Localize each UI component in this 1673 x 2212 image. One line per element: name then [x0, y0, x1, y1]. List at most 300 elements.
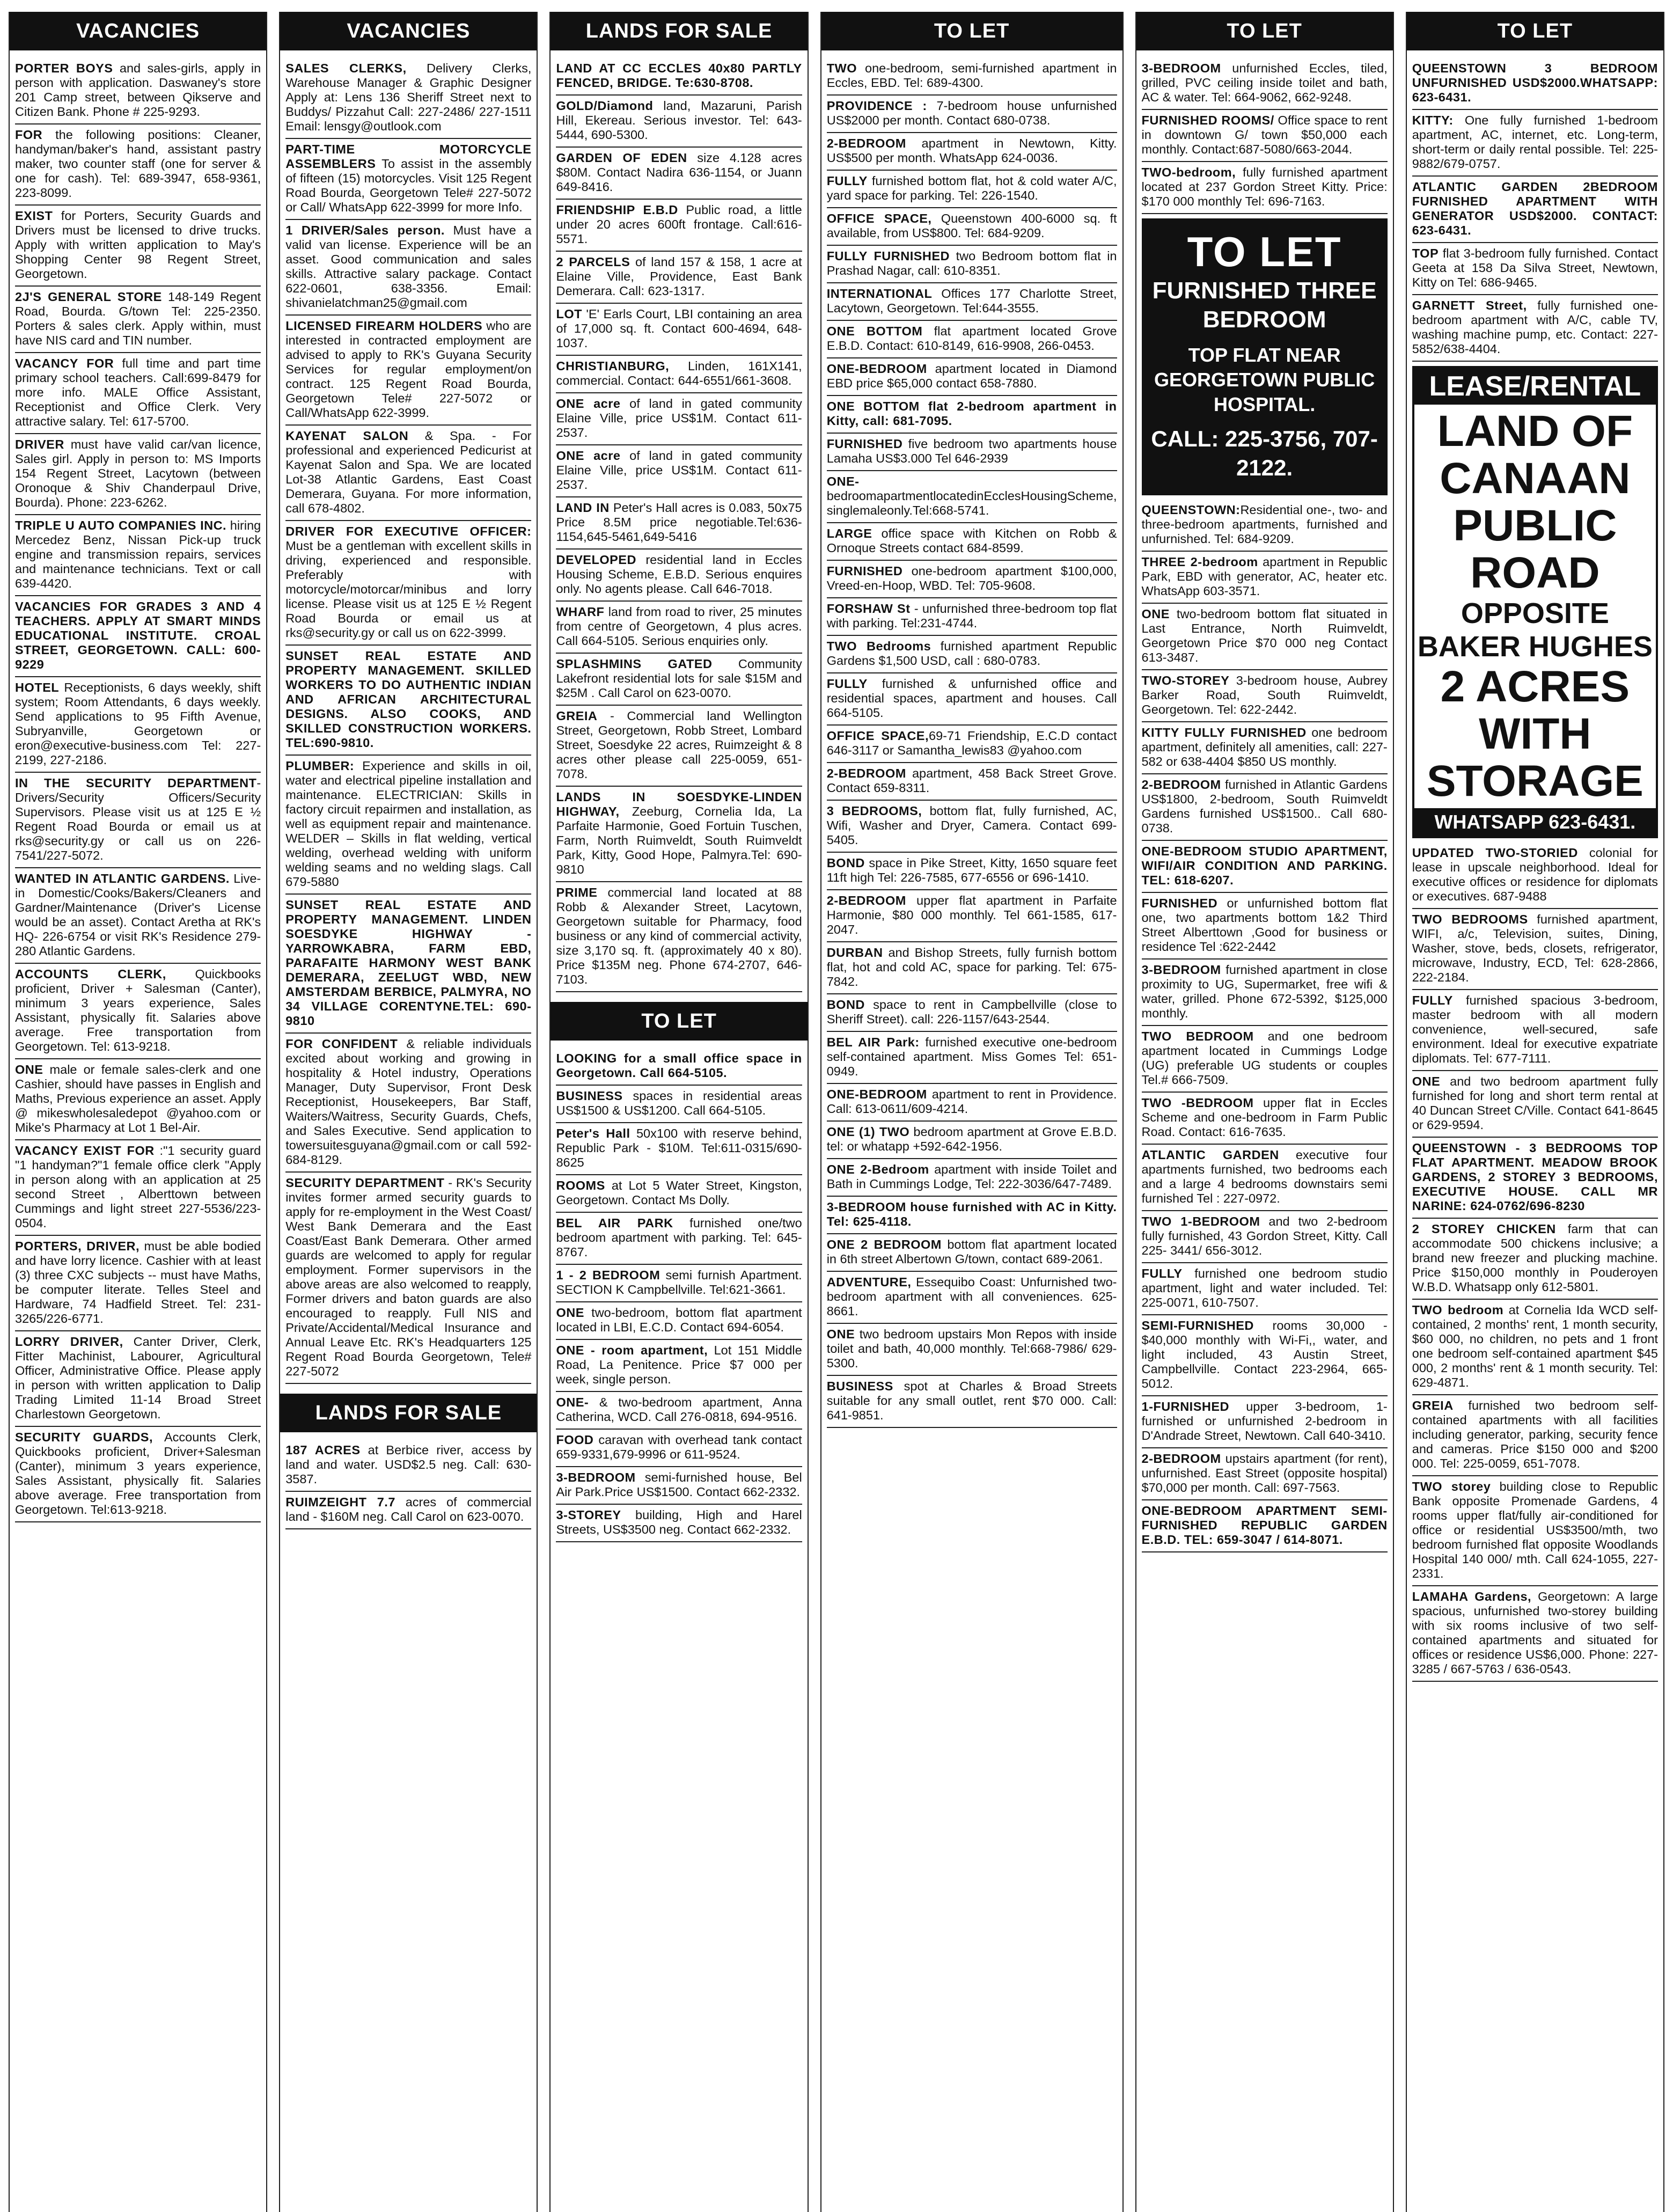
ad-body: furnished & unfurnished office and residential spaces, apartment and houses. Call 664-5105. — [826, 677, 1117, 720]
section-header: TO LET — [1407, 12, 1663, 50]
ad-lead: 2-BEDROOM — [1141, 778, 1221, 792]
ad-body: Receptionists, 6 days weekly, shift system; Room Attendants, 6 days weekly. Send applications to 95 Fifth Avenue, Subryanville, Georgetown or eron@executive-business.com Tel: 227-2199, 227-2186. — [15, 680, 261, 767]
classified-ad — [1142, 110, 1388, 162]
ad-lead: ONE 2 BEDROOM — [826, 1237, 942, 1251]
ad-lead: ONE- — [556, 1395, 589, 1409]
ad-lead: LAMAHA Gardens, — [1412, 1590, 1532, 1603]
ad-body: and sales-girls, apply in person with application. Daswaney's store 201 Camp street, between Qikserve and Citizen Bank. Phone # 225-9293. — [15, 61, 261, 119]
ad-body: 148-149 Regent Road, Bourda. G/town Tel: 225-2350. Porters & sales clerk. Apply within, must have NIS card and TIN number. — [15, 290, 261, 347]
ad-body: at Lot 5 Water Street, Kingston, Georgetown. Contact Ms Dolly. — [556, 1178, 802, 1207]
ad-body: semi furnish Apartment. SECTION K Campbellville. Tel:621-3661. — [556, 1268, 802, 1297]
classified-ad — [827, 523, 1117, 561]
ad-body: space in Pike Street, Kitty, 1650 square feet 11ft high Tel: 226-7585, 677-6556 or 696-1410. — [826, 856, 1117, 884]
classified-ad — [556, 1392, 802, 1430]
ad-lead: QUEENSTOWN - 3 BEDROOMS TOP FLAT APARTMENT. MEADOW BROOK GARDENS, 2 STOREY 3 BEDROOMS, EXECUTIVE HOUSE. CALL MR NARINE: 624-0762/696-8230 — [1412, 1141, 1658, 1213]
ad-lead: 3-BEDROOM — [556, 1470, 636, 1484]
classified-ad — [556, 1086, 802, 1123]
classified-ad — [285, 756, 531, 895]
ad-body: spaces in residential areas US$1500 & US$1200. Call 664-5105. — [556, 1089, 802, 1117]
column-vacancies-2 — [279, 12, 538, 2212]
classified-ad — [827, 853, 1117, 890]
ad-body: two Bedroom bottom flat in Prashad Nagar, call: 610-8351. — [826, 249, 1117, 277]
classified-ad — [556, 356, 802, 393]
classified-ad — [1142, 1315, 1388, 1396]
ad-body: and two bedroom apartment fully furnished for long and short term rental at 40 Duncan Street C/Ville. Contact 641-8645 or 629-9594. — [1412, 1074, 1658, 1132]
classified-ad — [827, 171, 1117, 208]
classified-ad — [556, 550, 802, 602]
ad-lead: PART-TIME MOTORCYCLE ASSEMBLERS — [285, 142, 532, 171]
ad-lead: 1 - 2 BEDROOM — [556, 1268, 661, 1282]
ad-list — [15, 58, 261, 1522]
ad-list — [1142, 58, 1388, 214]
classified-ad — [285, 58, 531, 139]
ad-lead: ROOMS — [556, 1178, 605, 1192]
classified-ad — [827, 598, 1117, 636]
ad-body: land from road to river, 25 minutes from centre of Georgetown, 4 plus acres. Call 664-5105. Serious enquiries only. — [556, 605, 802, 648]
ad-lead: ONE BOTTOM flat 2-bedroom apartment in Kitty, call: 681-7095. — [826, 399, 1117, 428]
ad-lead: 3-STOREY — [556, 1508, 621, 1522]
ad-lead: ONE BOTTOM — [826, 324, 923, 338]
ad-lead: ONE — [826, 1327, 855, 1341]
ad-lead: FURNISHED — [1141, 896, 1218, 910]
classified-ad — [556, 252, 802, 304]
classified-ad — [1142, 893, 1388, 959]
classified-ad — [827, 434, 1117, 471]
ad-body: & reliable individuals excited about working and growing in hospitality & Hotel industry, Operations Manager, Duty Supervisor, Front Desk Receptionist, Housekeepers, Bar Staff, Waiters/Waitress, Security Guards, Chefs, and Sales Executive. Send application to towersuitesguyana@gmail.com or call 592-684-8129. — [285, 1037, 532, 1167]
classified-ad — [827, 1272, 1117, 1324]
ad-lead: VACANCIES FOR GRADES 3 AND 4 TEACHERS. APPLY AT SMART MINDS EDUCATIONAL INSTITUTE. CROAL STREET, GEORGETOWN. CALL: 600-9229 — [15, 599, 261, 671]
ad-body: farm that can accommodate 500 chickens inclusive; a brand new freezer and plucking machine. Price $150,000 monthly in Pouderoyen W.B.D. Whatsapp only 612-5801. — [1412, 1222, 1658, 1294]
classified-ad — [1412, 1219, 1658, 1300]
ad-body: caravan with overhead tank contact 659-9331,679-9996 or 611-9524. — [556, 1433, 802, 1461]
ad-body: five bedroom two apartments house Lamaha US$3.000 Tel 646-2939 — [826, 437, 1117, 465]
ad-lead: ONE acre — [556, 397, 621, 411]
ad-body: must be able bodied and have lorry licence. Cashier with at least (3) three CXC subjects -- must have Maths, be computer literate. Telles Steel and Hardware, 74 Hadfield Street. Tel: 231-3265/226-6771. — [15, 1239, 261, 1325]
classified-ad — [556, 304, 802, 356]
ad-body: one-bedroom, semi-furnished apartment in Eccles, EBD. Tel: 689-4300. — [826, 61, 1117, 90]
ad-lead: ONE — [556, 1306, 584, 1320]
classified-ad — [15, 124, 261, 206]
lease-size: 2 ACRES WITH STORAGE — [1426, 662, 1643, 805]
ad-body: Accounts Clerk, Quickbooks proficient, Driver+Salesman (Canter), minimum 3 years experience, Sales Assistant, physically fit. Salaries above average. Free transportation from Georgetown. Tel:613-9218. — [15, 1430, 261, 1517]
classified-ad — [827, 396, 1117, 434]
ad-lead: BOND — [826, 856, 865, 870]
ad-lead: ADVENTURE, — [826, 1275, 912, 1289]
ad-lead: FOOD — [556, 1433, 594, 1447]
classified-ad — [827, 1122, 1117, 1159]
ad-body: Experience and skills in oil, water and electrical pipeline installation and maintenance. ELECTRICIAN: Skills in factory circuit repairmen and installation, as well as equipment repair and maintenance. WELDER – Skills in flat welding, vertical welding, overhead welding with uniform welding seams and no welding slags. Call 679-5880 — [285, 759, 532, 889]
ad-lead: SPLASHMINS GATED — [556, 657, 713, 671]
ad-body: for Porters, Security Guards and Drivers must be licensed to drive trucks. Apply with written application to May's Shopping Center 98 Regent Street, Georgetown. — [15, 209, 261, 281]
ad-body: size 4.128 acres $80M. Contact Nadira 636-1154, or Juann 649-8416. — [556, 151, 802, 194]
ad-body: Georgetown: A large spacious, unfurnished two-storey building with six rooms inclusive of two self-contained apartments and situated for offices or residence US$6,000. Phone: 227-3285 / 667-5763 / 636-0543. — [1412, 1590, 1658, 1676]
classified-ad — [827, 673, 1117, 726]
classified-ad — [285, 895, 531, 1034]
ad-lead: TWO 1-BEDROOM — [1141, 1214, 1260, 1228]
ad-list — [285, 58, 531, 1384]
ad-body: building, High and Harel Streets, US$3500 neg. Contact 662-2332. — [556, 1508, 802, 1536]
ad-lead: DURBAN — [826, 946, 883, 959]
ad-body: Public road, a little under 20 acres 600ft frontage. Call:616-5571. — [556, 203, 802, 246]
ad-lead: ONE-BEDROOM — [826, 362, 927, 376]
classified-ad — [1142, 552, 1388, 604]
ad-lead: QUEENSTOWN: — [1141, 503, 1241, 517]
ad-lead: GREIA — [556, 709, 598, 723]
classified-ad — [827, 208, 1117, 246]
classified-ad — [556, 1467, 802, 1505]
ad-body: unfurnished Eccles, tiled, grilled, PVC ceiling inside toilet and bath, AC & water. Tel: 664-9062, 662-9248. — [1141, 61, 1388, 104]
ad-body: 'E' Earls Court, LBI containing an area of 17,000 sq. ft. Contact 600-4694, 648-1037. — [556, 307, 802, 350]
ad-lead: ONE- — [826, 474, 860, 488]
ad-body: space to rent in Campbellville (close to Sheriff Street). call: 226-1157/643-2544. — [826, 998, 1117, 1026]
classified-ad — [556, 1048, 802, 1086]
ad-lead: FULLY — [1141, 1266, 1183, 1280]
classified-ad — [15, 206, 261, 287]
classified-ad — [1142, 1093, 1388, 1145]
ad-body: colonial for lease in upscale neighborhood. Ideal for executive offices or residence for diplomats or executives. 687-9488 — [1412, 846, 1658, 903]
ad-lead: ONE - room apartment, — [556, 1343, 708, 1357]
ad-lead: TWO BEDROOMS — [1412, 912, 1528, 926]
ad-lead: GREIA — [1412, 1398, 1454, 1412]
ad-body: 50x100 with reserve behind, Republic Park - $10M. Tel:611-0315/690-8625 — [556, 1126, 802, 1169]
ad-body: bedroomapartmentlocatedinEcclesHousingScheme, singlemaleonly.Tel:668-5741. — [826, 489, 1117, 517]
ad-lead: DRIVER — [15, 437, 64, 451]
classified-ad — [1412, 1138, 1658, 1219]
ad-body: Peter's Hall acres is 0.083, 50x75 Price 8.5M price negotiable.Tel:636-1154,645-5461,649-5416 — [556, 501, 802, 544]
classified-ad — [1412, 243, 1658, 295]
ad-body: apartment to rent in Providence. Call: 613-0611/609-4214. — [826, 1087, 1117, 1116]
classified-ad — [15, 1331, 261, 1427]
ad-lead: LAND IN — [556, 501, 610, 515]
ad-lead: 1 DRIVER/Sales person. — [285, 223, 445, 237]
classified-ad — [556, 1123, 802, 1175]
ad-lead: FURNISHED — [826, 437, 903, 451]
ad-lead: FOR — [15, 128, 43, 142]
classified-ad — [15, 773, 261, 868]
section-header: VACANCIES — [280, 12, 537, 50]
classified-ad — [556, 148, 802, 200]
ad-body: furnished apartment Republic Gardens $1,500 USD, call : 680-0783. — [826, 639, 1117, 668]
ad-lead: ONE — [15, 1063, 43, 1076]
ad-lead: LICENSED FIREARM HOLDERS — [285, 319, 483, 333]
ad-body: Offices 177 Charlotte Street, Lacytown, Georgetown. Tel:644-3555. — [826, 287, 1117, 315]
classified-ad — [1142, 1026, 1388, 1093]
ad-body: upper flat in Eccles Scheme and one-bedroom in Farm Public Road. Contact: 616-7635. — [1141, 1096, 1388, 1139]
ad-body: at Cornelia Ida WCD self-contained, 2 months' rent, 1 month security, $60 000, no children, no pets and 1 front one bedroom self-contained apartment $45 000, 2 months' rent & 1 month security. Tel: 629-4871. — [1412, 1303, 1658, 1389]
ad-body: of land in gated community Elaine Ville, price US$1M. Contact 611-2537. — [556, 397, 802, 440]
classified-ad — [1412, 58, 1658, 110]
lease-subline: OPPOSITE BAKER HUGHES — [1417, 597, 1653, 663]
ad-body: Canter Driver, Clerk, Fitter Machinist, Labourer, Agricultural Officer, Administrative Office. Please apply in person with written application to Dalip Trading Limited 11-14 Broad Street Charlestown Georgetown. — [15, 1335, 261, 1421]
ad-body: at Berbice river, access by land and water. USD$2.5 neg. Call: 630-3587. — [285, 1443, 532, 1486]
ad-lead: RUIMZEIGHT 7.7 — [285, 1495, 395, 1509]
classified-ad — [1142, 500, 1388, 552]
ad-lead: ONE acre — [556, 449, 621, 463]
ad-lead: TOP — [1412, 246, 1439, 260]
classified-ad — [827, 1197, 1117, 1234]
ad-body: semi-furnished house, Bel Air Park.Price US$1500. Contact 662-2332. — [556, 1470, 802, 1499]
classified-ad — [556, 787, 802, 882]
classified-ad — [1412, 990, 1658, 1071]
ad-body: fully furnished apartment located at 237 Gordon Street Kitty. Price: $170 000 monthly Tel: 696-7163. — [1141, 165, 1388, 208]
ad-lead: ATLANTIC GARDEN — [1141, 1148, 1279, 1162]
ad-lead: OFFICE SPACE, — [826, 211, 932, 225]
classified-ad — [556, 1213, 802, 1265]
ad-body: Queenstown 400-6000 sq. ft available, from US$800. Tel: 684-9209. — [826, 211, 1117, 240]
ad-lead: TWO Bedrooms — [826, 639, 931, 653]
ad-lead: FURNISHED — [826, 564, 903, 578]
ad-body: one-bedroom apartment $100,000, Vreed-en-Hoop, WBD. Tel: 705-9608. — [826, 564, 1117, 592]
ad-body: 3-bedroom house, Aubrey Barker Road, South Ruimveldt, Georgetown. Tel: 622-2442. — [1141, 673, 1388, 716]
ad-body: of land in gated community Elaine Ville, price US$1M. Contact 611-2537. — [556, 449, 802, 492]
ad-body: To assist in the assembly of fifteen (15) motorcycles. Visit 125 Regent Road Bourda, Georgetown Tele# 227-5072 or Call/ WhatsApp 622-3999 for more Info. — [285, 157, 532, 214]
classified-ad — [1142, 1211, 1388, 1263]
classified-ad — [1412, 1300, 1658, 1395]
ad-lead: WHARF — [556, 605, 605, 619]
ad-list — [1142, 500, 1388, 1552]
ad-lead: BEL AIR Park: — [826, 1035, 920, 1049]
display-ad-furnished-three-bedroom — [1142, 218, 1388, 495]
classified-ad — [827, 471, 1117, 523]
ad-list — [827, 58, 1117, 1428]
column-to-let-1 — [820, 12, 1124, 2212]
ad-lead: SECURITY DEPARTMENT — [285, 1176, 445, 1190]
lease-banner: LEASE/RENTAL — [1414, 368, 1656, 405]
ad-lead: LAND AT CC ECCLES 40x80 PARTLY FENCED, BRIDGE. Te:630-8708. — [556, 61, 802, 90]
ad-body: building close to Republic Bank opposite Promenade Gardens, 4 rooms upper flat/fully air-conditioned for office or residential US$3500/mth, two bedroom furnished flat opposite Woodlands Hospital 140 000/ mth. Call 624-1055, 227-2331. — [1412, 1479, 1658, 1580]
ad-lead: VACANCY FOR — [15, 356, 114, 370]
ad-lead: ONE-BEDROOM — [826, 1087, 927, 1101]
classified-ad — [15, 677, 261, 773]
ad-lead: ONE 2-Bedroom — [826, 1162, 929, 1176]
classified-ad — [556, 1505, 802, 1542]
ad-lead: TWO — [826, 61, 857, 75]
classified-ad — [827, 890, 1117, 942]
ad-body: furnished executive one-bedroom self-contained apartment. Miss Gomes Tel: 651-0949. — [826, 1035, 1117, 1078]
classified-ad — [1142, 1448, 1388, 1500]
ad-lead: GOLD/Diamond — [556, 99, 654, 113]
classified-ad — [556, 654, 802, 706]
ad-lead: KITTY: — [1412, 113, 1454, 127]
ad-lead: TWO-bedroom, — [1141, 165, 1236, 179]
ad-lead: DEVELOPED — [556, 553, 636, 567]
ad-lead: SECURITY GUARDS, — [15, 1430, 153, 1444]
ad-lead: WANTED IN ATLANTIC GARDENS. — [15, 871, 230, 885]
classified-ad — [556, 1175, 802, 1213]
ad-lead: LARGE — [826, 526, 872, 540]
classified-ad — [285, 521, 531, 646]
display-ad-title: TO LET — [1187, 228, 1342, 275]
ad-lead: BEL AIR PARK — [556, 1216, 673, 1230]
classified-ad — [285, 316, 531, 426]
classified-ad — [556, 1302, 802, 1340]
classified-ad — [15, 58, 261, 124]
ad-body: bedroom apartment at Grove E.B.D. tel: or whatapp +592-642-1956. — [826, 1125, 1117, 1153]
ad-body: rooms 30,000 - $40,000 monthly with Wi-Fi,, water, and light included, 43 Austin Street, Campbellville. Contact 223-2964, 665-5012. — [1141, 1319, 1388, 1390]
classified-ad — [15, 1059, 261, 1140]
section-header-to-let: TO LET — [551, 1002, 807, 1041]
ad-body: one bedroom apartment, definitely all amenities, call: 227-582 or 638-4404 $850 US monthly. — [1141, 726, 1388, 768]
classified-ad — [1412, 177, 1658, 243]
ad-body: Essequibo Coast: Unfurnished two-bedroom apartment with all conveniences. 625-8661. — [826, 1275, 1117, 1318]
ad-lead: 2-BEDROOM — [826, 136, 906, 150]
classified-ad — [827, 1324, 1117, 1376]
ad-lead: CHRISTIANBURG, — [556, 359, 670, 373]
classified-ad — [827, 58, 1117, 96]
classified-ad — [556, 58, 802, 96]
ad-body: fully furnished one-bedroom apartment with A/C, cable TV, washing machine pump, etc. Contact: 227-5852/638-4404. — [1412, 298, 1658, 356]
classified-ad — [1412, 1586, 1658, 1682]
ad-lead: Peter's Hall — [556, 1126, 630, 1140]
classified-ad — [827, 283, 1117, 321]
column-lands-for-sale — [549, 12, 808, 2212]
ad-lead: TWO-STOREY — [1141, 673, 1230, 687]
ad-body: Lot 151 Middle Road, La Penitence. Price $7 000 per week, single person. — [556, 1343, 802, 1386]
ad-body: - Drivers/Security Officers/Security Supervisors. Please visit us at 125 E ½ Regent Road Bourda or email us at rks@security.gy or call us on 226-7541/227-5072. — [15, 776, 261, 862]
ad-lead: ACCOUNTS CLERK, — [15, 967, 166, 981]
ad-lead: HOTEL — [15, 680, 60, 694]
ad-body: flat 3-bedroom fully furnished. Contact Geeta at 158 Da Silva Street, Newtown, Kitty on Tel: 686-9465. — [1412, 246, 1658, 289]
classified-ad — [285, 1440, 531, 1492]
ad-body: apartment, 458 Back Street Grove. Contact 659-8311. — [826, 766, 1117, 795]
ad-lead: ONE-BEDROOM APARTMENT SEMI-FURNISHED REPUBLIC GARDEN E.B.D. TEL: 659-3047 / 614-8071. — [1141, 1504, 1388, 1547]
classified-ad — [1142, 774, 1388, 841]
classified-ad — [827, 1084, 1117, 1122]
ad-body: - unfurnished three-bedroom top flat with parking. Tel:231-4744. — [826, 602, 1117, 630]
ad-lead: PORTER BOYS — [15, 61, 113, 75]
classified-ad — [556, 497, 802, 550]
classified-ad — [15, 515, 261, 596]
ad-lead: 3 BEDROOMS, — [826, 804, 922, 818]
classified-ad — [827, 561, 1117, 598]
ad-lead: FOR CONFIDENT — [285, 1037, 398, 1051]
classified-ad — [15, 1427, 261, 1522]
classified-ad — [827, 1376, 1117, 1428]
ad-body: furnished one bedroom studio apartment, light and water included. Tel: 225-0071, 610-7507. — [1141, 1266, 1388, 1309]
ad-lead: GARDEN OF EDEN — [556, 151, 687, 165]
ad-lead: INTERNATIONAL — [826, 287, 933, 301]
ad-lead: 2-BEDROOM — [826, 893, 906, 907]
classified-ad — [285, 426, 531, 521]
ad-lead: TWO -BEDROOM — [1141, 1096, 1254, 1110]
section-header: TO LET — [1136, 12, 1393, 50]
column-to-let-3 — [1406, 12, 1664, 2212]
ad-lead: ATLANTIC GARDEN 2BEDROOM FURNISHED APARTMENT WITH GENERATOR USD$2000. CONTACT: 623-6431. — [1412, 180, 1658, 237]
classified-ad — [1142, 959, 1388, 1026]
ad-lead: UPDATED TWO-STORIED — [1412, 846, 1578, 860]
ad-list — [285, 1440, 531, 1529]
ad-lead: IN THE SECURITY DEPARTMENT — [15, 776, 257, 790]
ad-lead: VACANCY EXIST FOR — [15, 1144, 155, 1158]
ad-body: Residential one-, two- and three-bedroom apartments, furnished and unfurnished. Tel: 684-9209. — [1141, 503, 1388, 546]
classified-ad — [556, 602, 802, 654]
ad-body: commercial land located at 88 Robb & Alexander Street, Lacytown, Georgetown suitable for Pharmacy, food business or any kind of commercial activity, size 3,170 sq. ft. (approximately 40 x 80). Price $135M neg. Phone 674-2707, 646-7103. — [556, 885, 802, 986]
ad-body: two-bedroom, bottom flat apartment located in LBI, E.C.D. Contact 694-6054. — [556, 1306, 802, 1334]
ad-body: apartment in Newtown, Kitty. US$500 per month. WhatsApp 624-0036. — [826, 136, 1117, 165]
ad-lead: BUSINESS — [556, 1089, 623, 1103]
ad-body: One fully furnished 1-bedroom apartment, AC, internet, etc. Long-term, short-term or daily rental possible. Tel: 225-9882/679-0757. — [1412, 113, 1658, 171]
ad-body: furnished apartment in close proximity to UG, Supermarket, free wifi & water, grilled. Phone 672-5392, $125,000 monthly. — [1141, 963, 1388, 1020]
ad-lead: 187 ACRES — [285, 1443, 361, 1457]
ad-body: upper 3-bedroom, 1-furnished or unfurnished 2-bedroom in D'Andrade Street, Newtown. Call 640-3410. — [1141, 1400, 1388, 1442]
ad-body: apartment with inside Toilet and Bath in Cummings Lodge, Tel: 222-3036/647-7489. — [826, 1162, 1117, 1191]
classified-ad — [827, 246, 1117, 283]
classified-ad — [15, 1140, 261, 1236]
ad-body: full time and part time primary school teachers. Call:699-8479 for more info. MALE Office Assistant, Receptionist and Office Clerk. Very attractive salary. Tel: 617-5700. — [15, 356, 261, 428]
ad-body: flat apartment located Grove E.B.D. Contact: 610-8149, 616-9908, 266-0453. — [826, 324, 1117, 353]
classified-ad — [1412, 1395, 1658, 1476]
ad-body: Live-in Domestic/Cooks/Bakers/Cleaners and Gardner/Maintenance (Driver's License would be an asset). Contact Aretha at RK's HQ- 226-6754 or visit RK's Residence 279-280 Atlantic Gardens. — [15, 871, 261, 958]
ad-lead: FULLY — [1412, 993, 1453, 1007]
ad-lead: FULLY FURNISHED — [826, 249, 950, 263]
ad-lead: KAYENAT SALON — [285, 429, 409, 443]
ad-lead: SUNSET REAL ESTATE AND PROPERTY MANAGEMENT. LINDEN SOESDYKE HIGHWAY - YARROWKABRA, FARM EBD, PARAFAITE HARMONY WEST BANK DEMERARA, ZEELUGT WBD, NEW AMSTERDAM BERBICE, PALMYRA, NO 34 VILLAGE CORENTYNE.TEL: 690-9810 — [285, 898, 532, 1028]
ad-lead: SUNSET REAL ESTATE AND PROPERTY MANAGEMENT. SKILLED WORKERS TO DO AUTHENTIC INDIAN AND AFRICAN ARCHITECTURAL DESIGNS. ALSO COOKS, AND SKILLED CONSTRUCTION WORKERS. TEL:690-9810. — [285, 649, 532, 750]
ad-body: Must be a gentleman with excellent skills in driving, experienced and responsible. Preferably with motorcycle/motorcar/minibus and lorry license. Please visit us at 125 E ½ Regent Road Bourda or email us at rks@security.gy or call us on 622-3999. — [285, 539, 532, 640]
classified-ad — [15, 868, 261, 964]
classified-ad — [1412, 909, 1658, 990]
classified-ad — [285, 139, 531, 220]
column-to-let-2 — [1135, 12, 1394, 2212]
ad-body: acres of commercial land - $160M neg. Call Carol on 623-0070. — [285, 1495, 532, 1524]
ad-body: the following positions: Cleaner, handyman/baker's hand, assistant pastry maker, two counter staff (one for server & one for cash). Tel: 689-3947, 658-9361, 223-8099. — [15, 128, 261, 200]
classified-ad — [1142, 1263, 1388, 1315]
ad-lead: TWO bedroom — [1412, 1303, 1504, 1317]
ad-body: who are interested in contracted employment are advised to apply to RK's Guyana Security Services for regular employment/on contract. 125 Regent Road Bourda, Georgetown Tele# 227-5072 or Call/WhatsApp 622-3999. — [285, 319, 532, 420]
column-vacancies-1 — [9, 12, 267, 2212]
ad-lead: DRIVER FOR EXECUTIVE OFFICER: — [285, 524, 532, 538]
ad-lead: THREE 2-bedroom — [1141, 555, 1258, 569]
ad-body: bottom flat, fully furnished, AC, Wifi, Washer and Dryer, Camera. Contact 699-5405. — [826, 804, 1117, 847]
ad-list — [556, 58, 802, 992]
ad-body: and two 2-bedroom fully furnished, 43 Gordon Street, Kitty. Call 225- 3441/ 656-3012. — [1141, 1214, 1388, 1257]
classified-ad — [827, 1234, 1117, 1272]
classified-ad — [1412, 843, 1658, 909]
ad-body: apartment in Republic Park, EBD with generator, AC, heater etc. WhatsApp 603-3571. — [1141, 555, 1388, 598]
ad-lead: FURNISHED ROOMS/ — [1141, 113, 1274, 127]
display-ad-line: FURNISHED THREE BEDROOM — [1152, 277, 1377, 333]
classified-ad — [827, 358, 1117, 396]
ad-body: spot at Charles & Broad Streets suitable for any small outlet, rent $70 000. Call: 641-9851. — [826, 1379, 1117, 1422]
classified-ad — [285, 1034, 531, 1173]
ad-lead: OFFICE SPACE, — [826, 729, 929, 743]
classified-ad — [15, 434, 261, 515]
classified-ad — [15, 353, 261, 434]
classified-ad — [827, 801, 1117, 853]
ad-lead: ONE (1) TWO — [826, 1125, 910, 1139]
classified-ad — [1142, 604, 1388, 670]
ad-body: furnished apartment, WIFI, a/c, Television, suites, Dining, Washer, stove, beds, closets, refrigerator, microwave, Industry, ECD, Tel: 628-2866, 222-2184. — [1412, 912, 1658, 984]
ad-lead: 1-FURNISHED — [1141, 1400, 1229, 1413]
ad-body: of land 157 & 158, 1 acre at Elaine Ville, Providence, East Bank Demerara. Call: 623-1317. — [556, 255, 802, 298]
ad-body: and Bishop Streets, fully furnish bottom flat, hot and cold AC, space for parking. Tel: 675-7842. — [826, 946, 1117, 988]
display-ad-line: TOP FLAT NEAR GEORGETOWN PUBLIC HOSPITAL. — [1154, 344, 1375, 415]
classified-ad — [15, 287, 261, 353]
classified-ad — [285, 220, 531, 316]
classified-ad — [1142, 1396, 1388, 1448]
classified-ad — [1142, 1145, 1388, 1211]
classified-ad — [285, 1173, 531, 1384]
ad-body: :"1 security guard "1 handyman?"1 female office clerk "Apply in person along with an application at 25 second Street , Alberttown between Cummings and light street 227-5536/223-0504. — [15, 1144, 261, 1230]
ad-body: furnished spacious 3-bedroom, master bedroom with all modern convenience, well-secured, safe environment. Ideal for executive expatriate diplomats. Tel: 677-7111. — [1412, 993, 1658, 1065]
ad-lead: 3-BEDROOM — [1141, 61, 1221, 75]
ad-lead: PROVIDENCE : — [826, 99, 927, 113]
classified-ad — [1142, 722, 1388, 774]
ad-lead: LOOKING for a small office space in Georgetown. Call 664-5105. — [556, 1051, 802, 1080]
classified-ad — [1142, 1500, 1388, 1552]
ad-body: furnished one/two bedroom apartment with parking. Tel: 645-8767. — [556, 1216, 802, 1259]
ad-body: bottom flat apartment located in 6th street Albertown G/town, contact 689-2061. — [826, 1237, 1117, 1266]
